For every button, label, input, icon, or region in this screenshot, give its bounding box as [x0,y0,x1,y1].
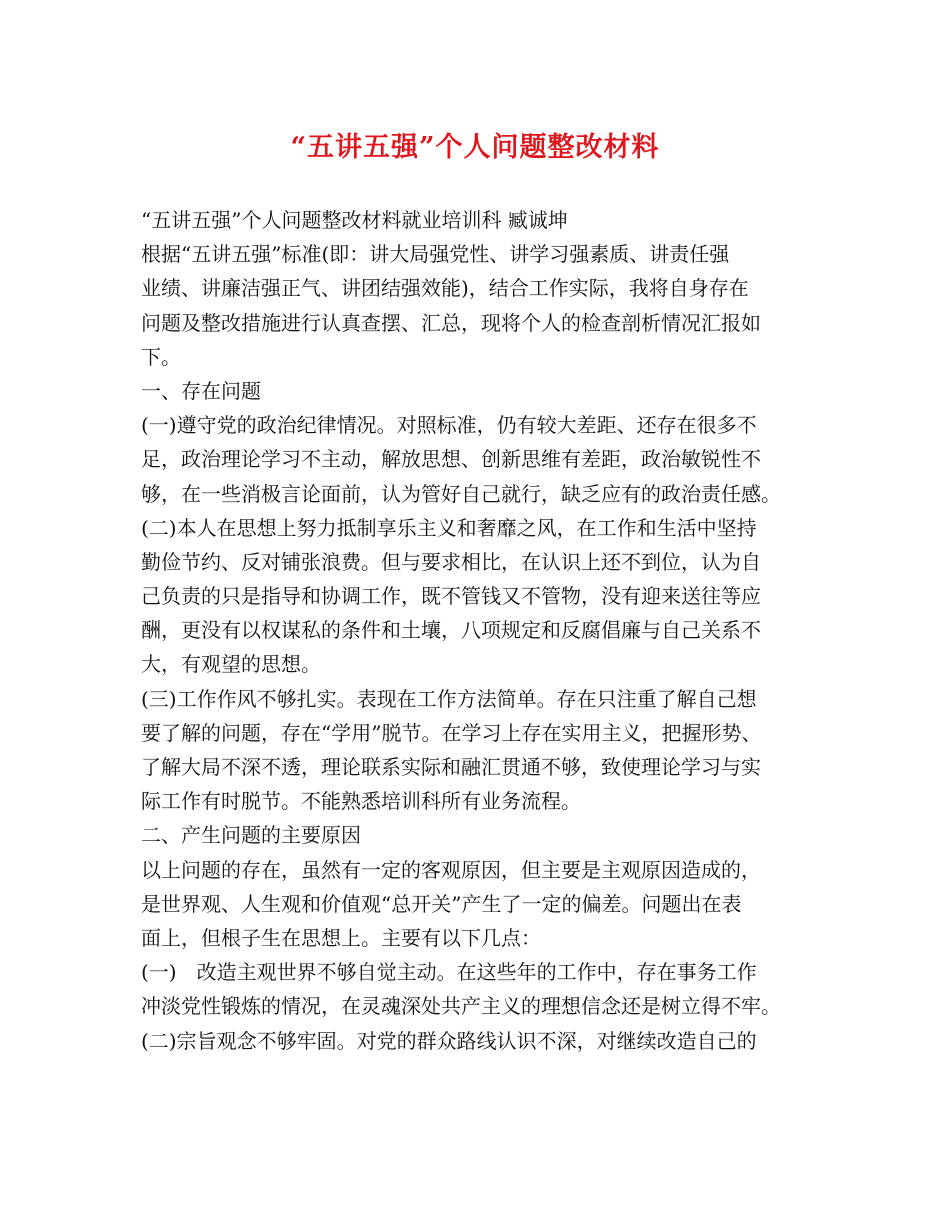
text-line: (二)本人在思想上努力抵制享乐主义和奢靡之风，在工作和生活中坚持 [141,515,757,540]
text-line: 以上问题的存在，虽然有一定的客观原因，但主要是主观原因造成的， [141,857,761,882]
text-line: (二)宗旨观念不够牢固。对党的群众路线认识不深，对继续改造自己的 [141,1028,757,1053]
text-line: 足，政治理论学习不主动，解放思想、创新思维有差距，政治敏锐性不 [141,447,761,472]
text-line: 够，在一些消极言论面前，认为管好自己就行，缺乏应有的政治责任感。 [141,481,781,506]
text-line: (一)遵守党的政治纪律情况。对照标准，仍有较大差距、还存在很多不 [141,413,757,438]
text-line: 要了解的问题，存在“学用”脱节。在学习上存在实用主义，把握形势、 [141,720,762,745]
text-line: 冲淡党性锻炼的情况，在灵魂深处共产主义的理想信念还是树立得不牢。 [141,994,781,1019]
text-line: 勤俭节约、反对铺张浪费。但与要求相比，在认识上还不到位，认为自 [141,549,761,574]
text-line: 下。 [141,344,181,369]
document-title: “五讲五强”个人问题整改材料 [290,132,660,163]
text-line: 一、存在问题 [141,378,261,403]
text-line: (三)工作作风不够扎实。表现在工作方法简单。存在只注重了解自己想 [141,686,757,711]
document-body [141,203,831,1058]
text-line: 大，有观望的思想。 [141,652,321,677]
text-line: 问题及整改措施进行认真查摆、汇总，现将个人的检查剖析情况汇报如 [141,310,761,335]
text-line: 己负责的只是指导和协调工作，既不管钱又不管物，没有迎来送往等应 [141,584,761,609]
text-line: 面上，但根子生在思想上。主要有以下几点： [141,925,541,950]
text-line: 根据“五讲五强”标准(即：讲大局强党性、讲学习强素质、讲责任强 [141,242,730,267]
text-line: 际工作有时脱节。不能熟悉培训科所有业务流程。 [141,789,581,814]
text-line: 是世界观、人生观和价值观“总开关”产生了一定的偏差。问题出在表 [141,891,742,916]
text-line: (一) 改造主观世界不够自觉主动。在这些年的工作中，存在事务工作 [141,960,757,985]
text-line: 了解大局不深不透，理论联系实际和融汇贯通不够，致使理论学习与实 [141,755,761,779]
text-line: 业绩、讲廉洁强正气、讲团结强效能)，结合工作实际，我将自身存在 [141,276,749,301]
text-line: “五讲五强”个人问题整改材料就业培训科 臧诚坤 [141,208,568,232]
text-line: 二、产生问题的主要原因 [141,823,361,848]
text-line: 酬，更没有以权谋私的条件和土壤，八项规定和反腐倡廉与自己关系不 [141,618,761,643]
